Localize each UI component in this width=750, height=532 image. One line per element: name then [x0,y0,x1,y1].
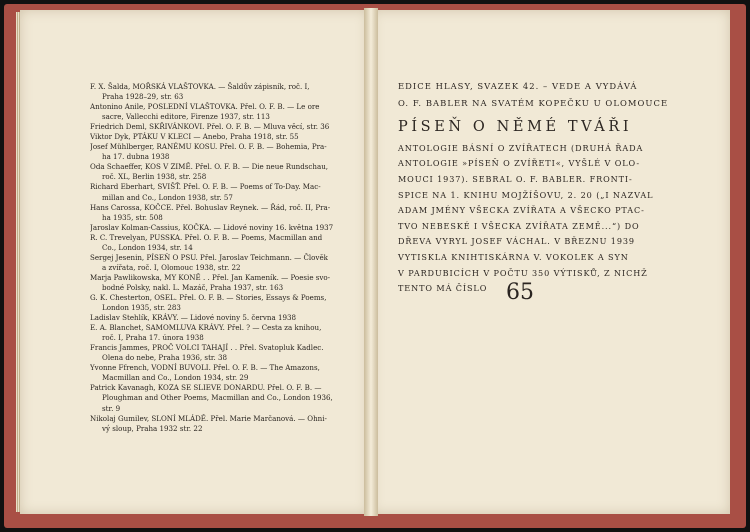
toc-entry [90,122,362,132]
toc-entry [90,82,362,102]
colophon-body-line: VYTISKLA KNIHTISKÁRNA V. VOKOLEK A SYN [398,251,629,262]
book-title: PÍSEŇ O NĚMÉ TVÁŘI [398,118,633,135]
toc-entry-text: R. C. Trevelyan, PUSSKA. Přel. O. F. B. — Poems, Macmillan and [90,232,323,242]
left-page [20,10,368,514]
colophon-body-line: ADAM JMÉNY VŠECKA ZVÍŘATA A VŠECKO PTAC- [398,205,645,216]
colophon-body-line: SPICE NA 1. KNIHU MOJŽÍŠOVU, 2. 20 („I NAZVAL [398,189,654,200]
toc-entry-text: a zvířata, roč. I, Olomouc 1938, str. 22 [102,262,241,272]
colophon-body-line: TENTO MÁ ČÍSLO [398,283,488,294]
toc-entry [90,233,362,253]
toc-entry-text: Friedrich Deml, SKŘIVÁNKOVI. Přel. O. F. B. — Mluva věcí, str. 36 [90,122,330,132]
toc-entry-text: roč. I, Praha 17. února 1938 [102,333,204,343]
toc-entry [90,162,362,182]
toc-entry-text: millan and Co., London 1938, str. 57 [102,192,233,202]
colophon-body-line: TVO NEBESKÉ I VŠECKA ZVÍŘATA ZEMĚ...“) DO [398,220,640,231]
toc-entry-text: Ladislav Stehlík, KRÁVY. — Lidové noviny 5. června 1938 [90,313,297,323]
toc-entry-text: Ploughman and Other Poems, Macmillan and Co., London 1936, [102,393,333,403]
toc-entry-text: Jaroslav Kolman-Cassius, KOČKA. — Lidové noviny 16. května 1937 [90,222,334,232]
toc-entry-text: Yvonne Ffrench, VODNÍ BUVOLI. Přel. O. F. B. — The Amazons, [90,363,320,373]
toc-entry [90,343,362,363]
toc-entry-text: Josef Mühlberger, RANÉMU KOSU. Přel. O. F. B. — Bohemia, Pra- [90,142,327,152]
toc-entry-text: roč. XL, Berlin 1938, str. 258 [102,172,207,182]
colophon-body-line: MOUCI 1937). SEBRAL O. F. BABLER. FRONTI- [398,174,633,184]
toc-entry-text: Praha 1928–29, str. 63 [102,92,184,102]
toc-entry-text: Oda Schaeffer, KOS V ZIMĚ. Přel. O. F. B. — Die neue Rundschau, [90,162,329,172]
copy-number: 65 [506,280,534,305]
toc-entry [90,313,362,323]
toc-entry-text: Viktor Dyk, PTÁKU V KLECI — Anebo, Praha 1918, str. 55 [90,132,299,142]
book-gutter [364,8,378,516]
toc-entry-text: Sergej Jesenin, PÍSEŇ O PSU. Přel. Jaroslav Teichmann. — Člověk [90,252,328,262]
toc-entry [90,223,362,233]
toc-entry [90,142,362,162]
toc-entry-text: London 1935, str. 283 [102,303,181,313]
colophon [398,78,724,297]
toc-entry [90,102,362,122]
toc-entry-text: E. A. Blanchet, SAMOMLUVA KRÁVY. Přel. ? — Cesta za knihou, [90,323,322,333]
colophon-body-line: DŘEVA VYRYL JOSEF VÁCHAL. V BŘEZNU 1939 [398,236,635,247]
colophon-body-line: ANTOLOGIE BÁSNÍ O ZVÍŘATECH (DRUHÁ ŘADA [398,142,644,153]
toc-entry-text: vý sloup, Praha 1932 str. 22 [102,423,203,433]
toc-entry-text: str. 9 [102,403,121,413]
colophon-body-line: V PARDUBICÍCH V POČTU 350 VÝTISKŮ, Z NICHŽ [398,267,648,278]
toc-entry [90,383,362,413]
toc-entry-text: Macmillan and Co., London 1934, str. 29 [102,373,249,383]
toc-entry-text: Nikolaj Gumilev, SLONÍ MLÁDĚ. Přel. Marie Marčanová. — Ohni- [90,413,327,423]
toc-entry [90,414,362,434]
colophon-header-line-1: EDICE HLASY, SVAZEK 42. – VEDE A VYDÁVÁ [398,81,638,91]
toc-entry [90,253,362,273]
toc-entry-text: Antonino Anile, POSLEDNÍ VLAŠTOVKA. Přel. O. F. B. — Le ore [90,102,320,112]
table-of-contents [90,82,362,434]
toc-entry-text: bodné Polsky, nakl. L. Mazáč, Praha 1937, str. 163 [102,282,284,292]
toc-entry-text: Hans Carossa, KOČCE. Přel. Bohuslav Reynek. — Řád, roč. II, Pra- [90,202,331,212]
toc-entry-text: F. X. Šalda, MOŘSKÁ VLAŠTOVKA. — Šaldův zápisník, roč. I, [90,82,310,91]
colophon-body-line: ANTOLOGIE »PÍSEŇ O ZVÍŘETI«, VYŠLÉ V OLO- [398,158,640,169]
toc-entry-text: Co., London 1934, str. 14 [102,242,193,252]
toc-entry-text: Patrick Kavanagh, KOZA SE SLIEVE DONARDU. Přel. O. F. B. — [90,383,322,393]
toc-entry-text: Richard Eberhart, SVIŠŤ. Přel. O. F. B. — Poems of To-Day. Mac- [90,182,321,192]
toc-entry [90,293,362,313]
toc-entry-text: Marja Pawlikowska, MY KONĚ . . Přel. Jan Kameník. — Poesie svo- [90,272,331,282]
toc-entry-text: ha 17. dubna 1938 [102,152,170,162]
right-page [372,10,730,514]
toc-entry-text: ha 1935, str. 508 [102,212,163,222]
toc-entry-text: sacre, Vallecchi editore, Firenze 1937, str. 113 [102,112,270,122]
toc-entry-text: G. K. Chesterton, OSEL. Přel. O. F. B. — Stories, Essays & Poems, [90,292,327,302]
toc-entry [90,273,362,293]
toc-entry-text: Olena do nebe, Praha 1936, str. 38 [102,353,228,363]
toc-entry [90,323,362,343]
toc-entry [90,203,362,223]
colophon-body [398,141,724,297]
toc-entry [90,363,362,383]
toc-entry [90,132,362,142]
colophon-header-line-2: O. F. BABLER NA SVATÉM KOPEČKU U OLOMOUCE [398,98,669,109]
toc-entry [90,182,362,202]
toc-entry-text: Francis Jammes, PROČ VOLCI TAHAJÍ . . Přel. Svatopluk Kadlec. [90,343,324,353]
